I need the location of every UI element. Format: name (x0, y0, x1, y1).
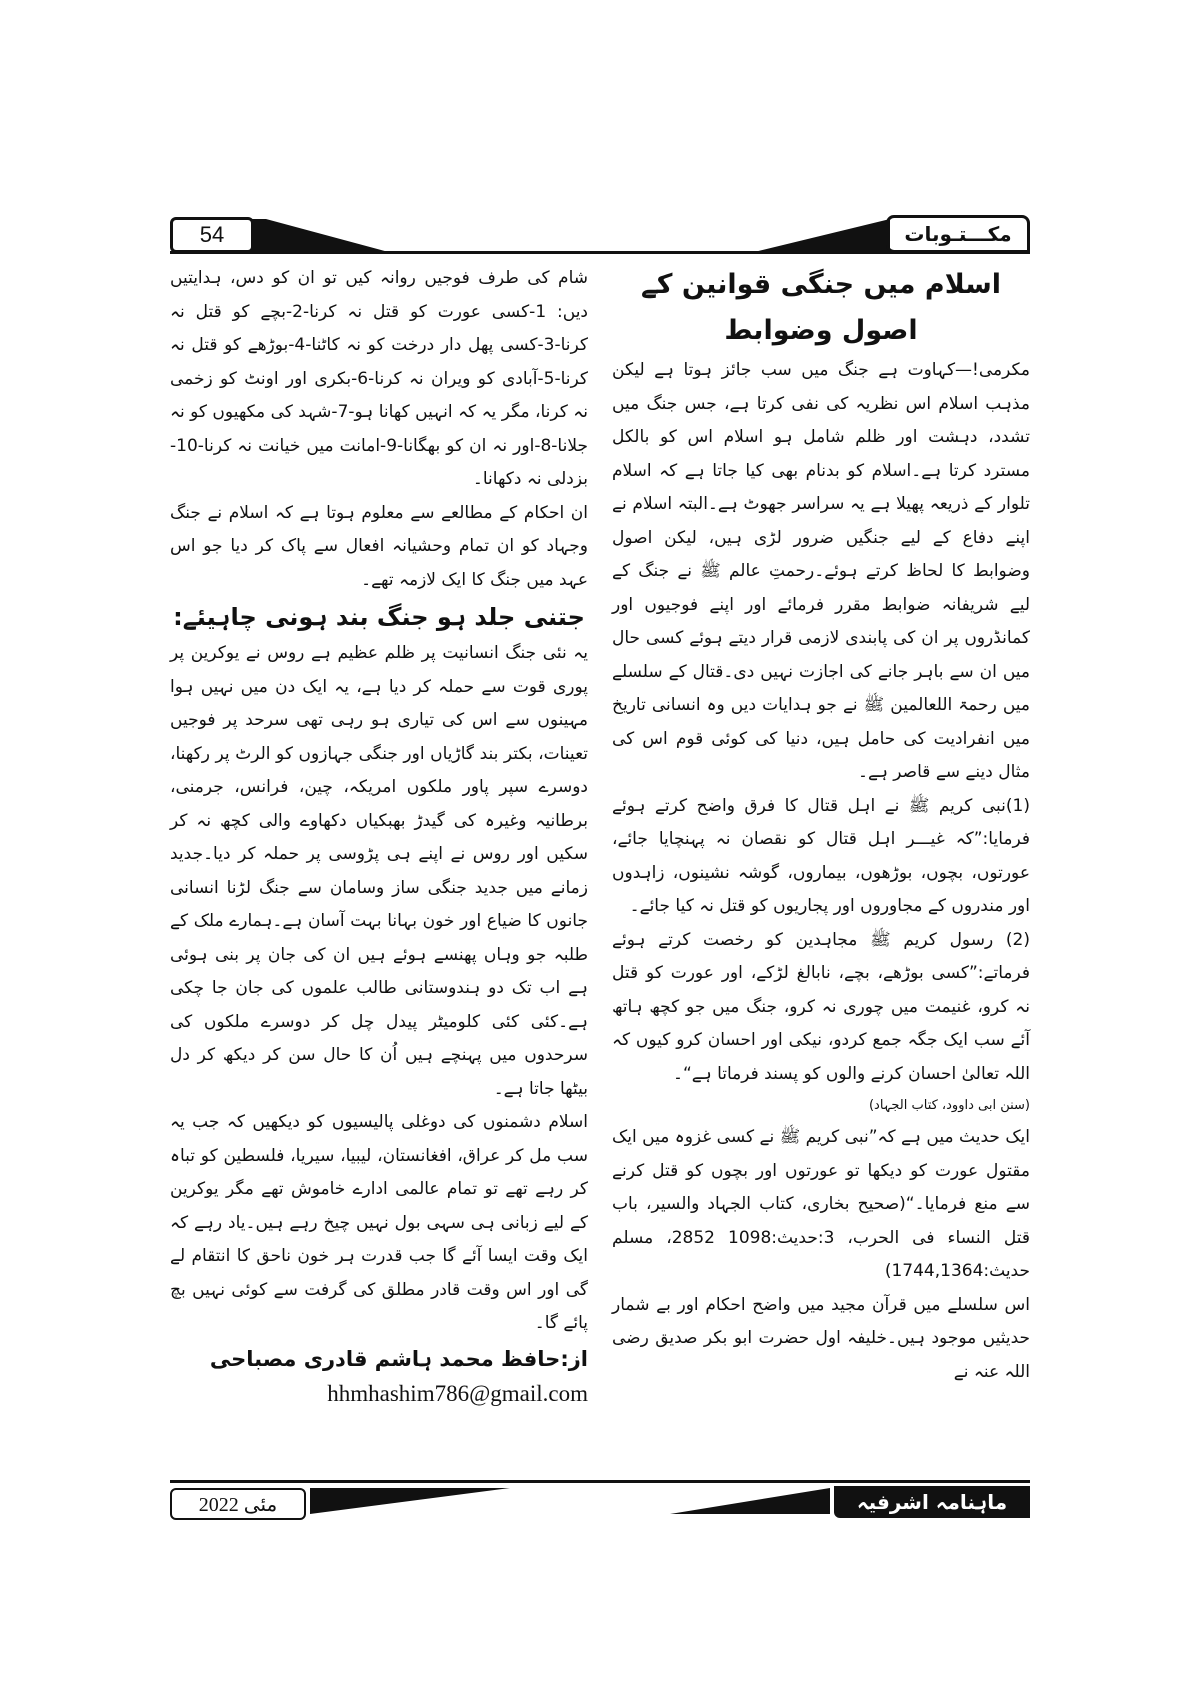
footer-ornament-right (670, 1488, 830, 1514)
header-ornament-left (252, 219, 392, 253)
subheading: جتنی جلد ہو جنگ بند ہونی چاہیئے: (173, 603, 585, 631)
paragraph: ان احکام کے مطالعے سے معلوم ہوتا ہے کہ اسلام نے جنگ وجہاد کو ان تمام وحشیانہ افعال سے پاک کر دیا جو اس عہد میں جنگ کا ایک لازمہ تھے۔ (170, 502, 588, 590)
paragraph: (2) رسول کریم ﷺ مجاہدین کو رخصت کرتے ہوئے فرماتے:”کسی بوڑھے، بچے، نابالغ لڑکے، اور عورت کو قتل نہ کرو، غنیمت میں چوری نہ کرو، جنگ میں جو کچھ ہاتھ آئے سب ایک جگہ جمع کردو، نیکی اور احسان کرو کیوں کہ اللہ تعالیٰ احسان کرنے والوں کو پسند فرماتا ہے“۔ (612, 929, 1030, 1084)
page-footer (170, 1480, 1030, 1520)
author-email: hhmhashim786@gmail.com (327, 1380, 588, 1406)
paragraph: اسلام دشمنوں کی دوغلی پالیسیوں کو دیکھیں کہ جب یہ سب مل کر عراق، افغانستان، لیبیا، سیریا، فلسطین کو تباہ کر رہے تھے تو تمام عالمی ادارے خاموش تھے مگر یوکرین کے لیے زبانی ہی سہی بول نہیں چیخ رہے ہیں۔یاد رہے کہ ایک وقت ایسا آئے گا جب قدرت ہر خون ناحق کا انتقام لے گی اور اس وقت قادر مطلق کی گرفت سے کوئی نہیں بچ پائے گا۔ (170, 1112, 588, 1333)
paragraph: مکرمی!—کہاوت ہے جنگ میں سب جائز ہوتا ہے لیکن مذہب اسلام اس نظریہ کی نفی کرتا ہے، جس جنگ میں تشدد، دہشت اور ظلم شامل ہو اسلام اس کو بالکل مسترد کرتا ہے۔اسلام کو بدنام بھی کیا جاتا ہے کہ اسلام تلوار کے ذریعہ پھیلا ہے یہ سراسر جھوٹ ہے۔البتہ اسلام نے اپنے دفاع کے لیے جنگیں ضرور لڑی ہیں، لیکن اصول وضوابط کا لحاظ کرتے ہوئے۔رحمتِ عالم ﷺ نے جنگ کے لیے شریفانہ ضوابط مقرر فرمائے اور اپنے فوجیوں اور کمانڈروں پر ان کی پابندی لازمی قرار دیتے ہوئے کسی حال میں ان سے باہر جانے کی اجازت نہیں دی۔قتال کے سلسلے میں رحمۃ اللعالمین ﷺ نے جو ہدایات دیں وہ انسانی تاریخ میں انفرادیت کی حامل ہیں، دنیا کی کوئی قوم اس کی مثال دینے سے قاصر ہے۔ (612, 360, 1030, 782)
article-title: اسلام میں جنگی قوانین کے اصول وضوابط (640, 269, 1002, 346)
issue-date: مئی 2022 (170, 1488, 306, 1520)
header-ornament-right (750, 219, 890, 253)
paragraph: (1)نبی کریم ﷺ نے اہل قتال کا فرق واضح کرتے ہوئے فرمایا:”کہ غیـــر اہل قتال کو نقصان نہ پہنچایا جائے، عورتوں، بچوں، بوڑھوں، بیماروں، گوشہ نشینوں، زاہدوں اور مندروں کے مجاوروں اور پجاریوں کو قتل نہ کیا جائے۔ (612, 795, 1030, 916)
article-column-right (612, 262, 1030, 1389)
page-number: 54 (170, 217, 254, 253)
footer-rule (170, 1480, 1030, 1483)
paragraph: ایک حدیث میں ہے کہ”نبی کریم ﷺ نے کسی غزوہ میں ایک مقتول عورت کو دیکھا تو عورتوں اور بچوں کو قتل کرنے سے منع فرمایا۔“(صحیح بخاری، کتاب الجہاد والسیر، باب قتل النساء فی الحرب، 3:حدیث:1098 2852، مسلم حدیث:1744,1364) (612, 1127, 1030, 1281)
author-name: از:حافظ محمد ہاشم قادری مصباحی (209, 1346, 588, 1371)
citation: (سنن ابی داوود، کتاب الجہاد) (868, 1098, 1030, 1113)
magazine-name: ماہنامہ اشرفیہ (834, 1486, 1030, 1518)
footer-ornament-left (310, 1488, 510, 1514)
paragraph: شام کی طرف فوجیں روانہ کیں تو ان کو دس، ہدایتیں دیں: 1-کسی عورت کو قتل نہ کرنا-2-بچے کو قتل نہ کرنا-3-کسی پھل دار درخت کو نہ کاٹنا-4-بوڑھے کو قتل نہ کرنا-5-آبادی کو ویران نہ کرنا-6-بکری اور اونٹ کو زخمی نہ کرنا، مگر یہ کہ انہیں کھانا ہو-7-شہد کی مکھیوں کو نہ جلانا-8-اور نہ ان کو بھگانا-9-امانت میں خیانت نہ کرنا-10-بزدلی نہ دکھانا۔ (170, 268, 588, 489)
article-column-left (170, 262, 588, 1411)
paragraph: اس سلسلے میں قرآن مجید میں واضح احکام اور بے شمار حدیثیں موجود ہیں۔خلیفہ اول حضرت ابو بکر صدیق رضی اللہ عنہ نے (612, 1294, 1030, 1382)
section-title: مکـــتـوبات (886, 215, 1030, 253)
paragraph: یہ نئی جنگ انسانیت پر ظلم عظیم ہے روس نے یوکرین پر پوری قوت سے حملہ کر دیا ہے، یہ ایک دن میں نہیں ہوا مہینوں سے اس کی تیاری ہو رہی تھی سرحد پر فوجیں تعینات، بکتر بند گاڑیاں اور جنگی جہازوں کو الرٹ پر رکھنا، دوسرے سپر پاور ملکوں امریکہ، چین، فرانس، جرمنی، برطانیہ وغیرہ کی گیدڑ بھبکیاں دکھاوے والی کچھ نہ کر سکیں اور روس نے اپنے ہی پڑوسی پر حملہ کر دیا۔جدید زمانے میں جدید جنگی ساز وسامان سے جنگ لڑنا انسانی جانوں کا ضیاع اور خون بہانا بہت آسان ہے۔ہمارے ملک کے طلبہ جو وہاں پھنسے ہوئے ہیں ان کی جان پر بنی ہوئی ہے اب تک دو ہندوستانی طالب علموں کی جان جا چکی ہے۔کئی کئی کلومیٹر پیدل چل کر دوسرے ملکوں کی سرحدوں میں پہنچے ہیں اُن کا حال سن کر دیکھ کر دل بیٹھا جاتا ہے۔ (170, 643, 588, 1099)
page-header (170, 215, 1030, 253)
